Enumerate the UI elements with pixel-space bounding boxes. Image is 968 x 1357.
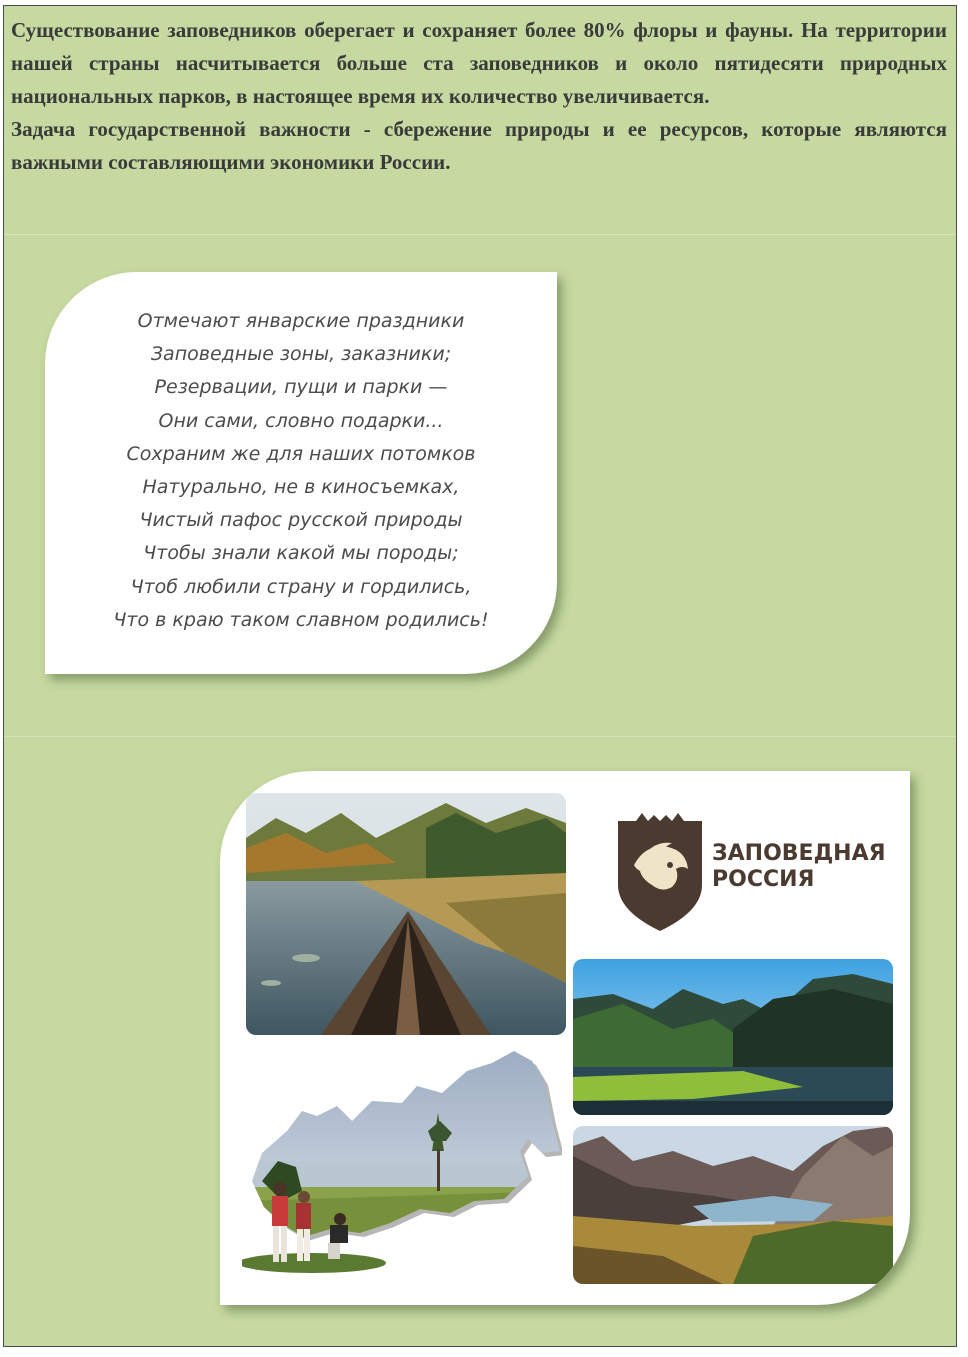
poem-line: Чтоб любили страну и гордились, bbox=[130, 575, 472, 598]
poem-line: Чтобы знали какой мы породы; bbox=[143, 542, 459, 565]
divider-line bbox=[4, 736, 956, 737]
intro-paragraph-1: Существование заповедников оберегает и сохраняет более 80% флоры и фауны. На территории нашей страны насчитывается больше ста заповедников и около пятидесяти природных национальных парков, в настоящее время их количество увеличивается. bbox=[11, 18, 947, 108]
lake-boat-photo bbox=[246, 793, 566, 1035]
divider-line bbox=[4, 234, 956, 235]
document-page bbox=[3, 5, 957, 1347]
poem-line: Они сами, словно подарки... bbox=[158, 409, 444, 432]
nature-collage bbox=[220, 771, 910, 1305]
intro-text bbox=[11, 14, 947, 179]
poem-line: Заповедные зоны, заказники; bbox=[150, 343, 452, 366]
mountain-lake-photo bbox=[573, 959, 893, 1115]
poem-line: Что в краю таком славном родились! bbox=[113, 608, 489, 631]
russia-map-illustration bbox=[242, 1041, 562, 1293]
logo-title: ЗАПОВЕДНАЯ РОССИЯ bbox=[712, 841, 886, 892]
poem-card bbox=[45, 272, 557, 674]
poem-line: Чистый пафос русской природы bbox=[139, 509, 463, 532]
mountain-valley-photo bbox=[573, 1126, 893, 1284]
poem-line: Натурально, не в киносъемках, bbox=[142, 476, 460, 499]
poem-line: Отмечают январские праздники bbox=[137, 310, 465, 332]
bear-shield-logo-icon bbox=[616, 813, 704, 933]
poem-line: Резервации, пущи и парки — bbox=[154, 376, 448, 399]
poem bbox=[45, 305, 557, 637]
intro-paragraph-2: Задача государственной важности - сбережение природы и ее ресурсов, которые являются важными составляющими экономики России. bbox=[11, 117, 947, 174]
poem-line: Сохраним же для наших потомков bbox=[126, 442, 476, 465]
